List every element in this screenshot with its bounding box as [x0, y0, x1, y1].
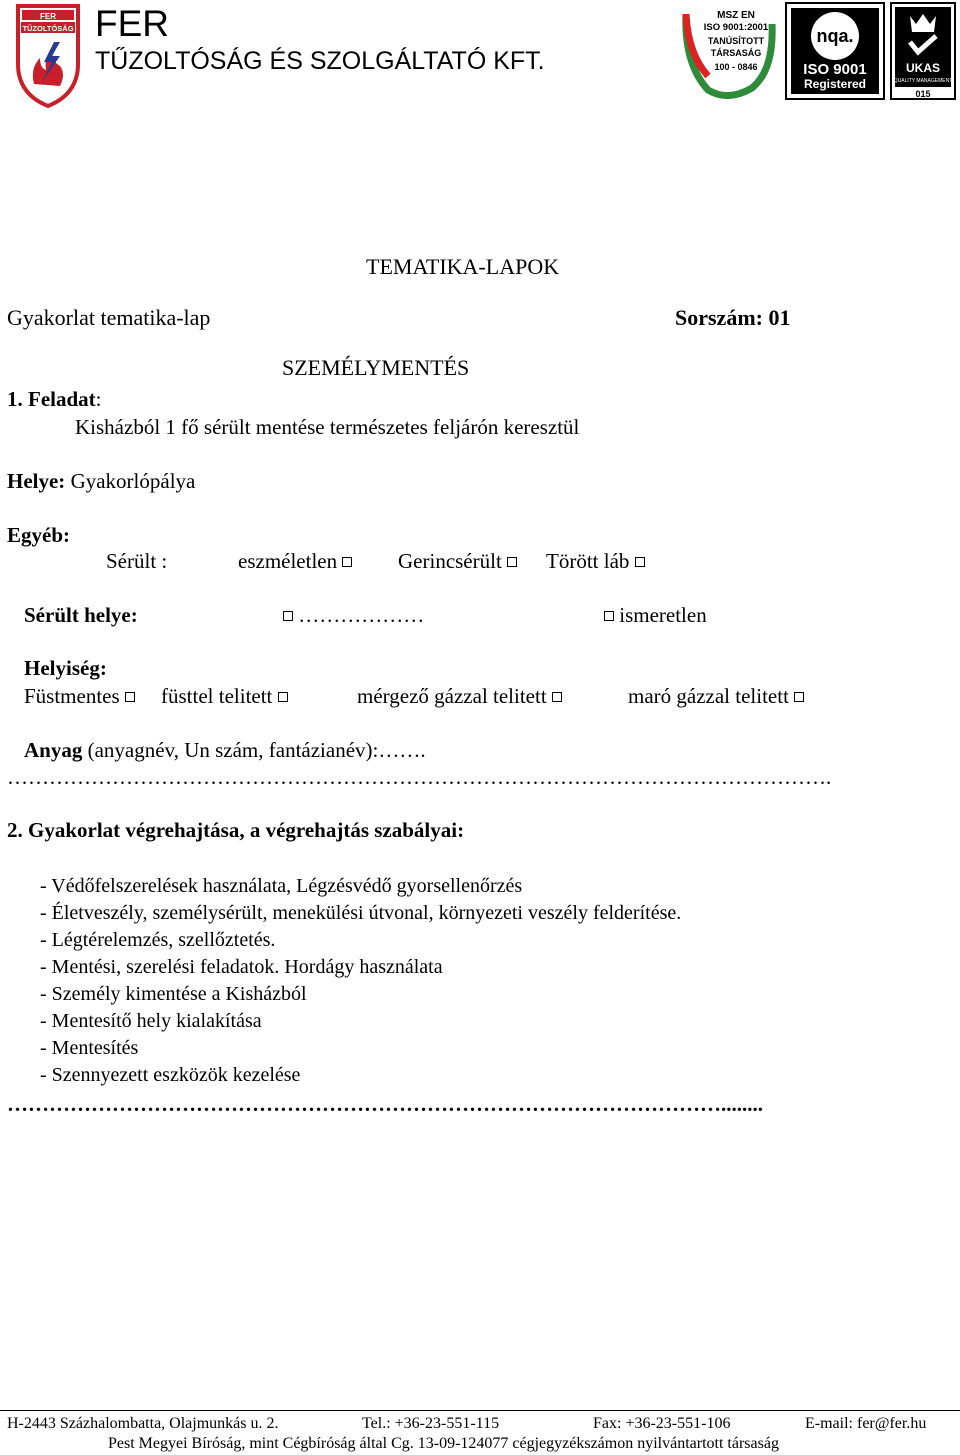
list-item: - Szennyezett eszközök kezelése — [40, 1064, 301, 1086]
logo-text: TŰZOLTÓSÁG — [22, 24, 74, 33]
room-label: Helyiség: — [24, 656, 107, 680]
material-dots: ………………………………………………………………………………………………………. — [7, 765, 832, 789]
injured-option-label: eszméletlen — [238, 549, 338, 573]
injured-location-label: Sérült helye: — [24, 603, 138, 627]
task1-text: Kisházból 1 fő sérült mentése természetes feljárón keresztül — [75, 415, 580, 439]
other-label: Egyéb: — [7, 523, 70, 547]
footer-fax: Fax: +36-23-551-106 — [593, 1415, 731, 1432]
footer-tel: Tel.: +36-23-551-115 — [362, 1415, 500, 1432]
list-item: - Személy kimentése a Kisházból — [40, 983, 307, 1005]
nqa-iso: ISO 9001 — [803, 61, 867, 78]
document-title: TEMATIKA-LAPOK — [366, 254, 560, 279]
task1-colon: : — [95, 387, 102, 411]
ukas-badge — [890, 2, 956, 100]
sequence-number: Sorszám: 01 — [675, 305, 791, 330]
list-item: - Mentesítő hely kialakítása — [40, 1010, 262, 1032]
room-option[interactable] — [24, 684, 135, 709]
cert-msz-line: TANÚSÍTOTT — [707, 36, 765, 46]
list-item: - Mentesítés — [40, 1037, 139, 1059]
checkbox[interactable] — [342, 557, 352, 567]
company-name: FER — [95, 3, 169, 44]
list-item: - Mentési, szerelési feladatok. Hordágy használata — [40, 956, 443, 978]
nqa-logo: nqa. — [816, 26, 854, 46]
ukas-code: 015 — [915, 89, 931, 99]
fill-in-dots: ……………… — [298, 603, 425, 627]
checkbox[interactable] — [794, 692, 804, 702]
injured-label: Sérült : — [106, 549, 168, 573]
footer-registry: Pest Megyei Bíróság, mint Cégbíróság által Cg. 13-09-124077 cégjegyzékszámon nyilvántartott társaság — [108, 1435, 779, 1452]
room-option-label: mérgező gázzal telitett — [357, 684, 547, 708]
section-heading: SZEMÉLYMENTÉS — [282, 355, 470, 380]
list-item: - Védőfelszerelések használata, Légzésvédő gyorsellenőrzés — [40, 875, 523, 897]
subtitle-left: Gyakorlat tematika-lap — [7, 305, 211, 330]
location-label: Helye: — [7, 469, 66, 493]
task1-label: 1. Feladat — [7, 387, 96, 411]
checkbox[interactable] — [604, 611, 614, 621]
injured-location-unknown[interactable] — [604, 603, 707, 628]
footer-divider — [0, 1410, 960, 1411]
material-text: (anyagnév, Un szám, fantázianév):……. — [82, 738, 426, 762]
room-option-label: Füstmentes — [24, 684, 120, 708]
list-item: - Légtérelemzés, szellőztetés. — [40, 929, 276, 951]
room-option-label: maró gázzal telitett — [628, 684, 789, 708]
task1-heading — [7, 387, 102, 412]
checkbox[interactable] — [552, 692, 562, 702]
ukas-sub: QUALITY MANAGEMENT — [893, 78, 953, 84]
injured-option[interactable] — [238, 549, 352, 574]
checkbox[interactable] — [635, 557, 645, 567]
msz-certification-seal — [678, 4, 780, 102]
checkbox[interactable] — [283, 611, 293, 621]
unknown-label: ismeretlen — [619, 603, 707, 627]
svg-text:FER: FER — [40, 12, 56, 21]
company-full-name: TŰZOLTÓSÁG ÉS SZOLGÁLTATÓ KFT. — [95, 47, 545, 75]
injured-option-label: Gerincsérült — [398, 549, 502, 573]
task2-heading: 2. Gyakorlat végrehajtása, a végrehajtás szabályai: — [7, 818, 465, 842]
list-item: - Életveszély, személysérült, menekülési útvonal, környezeti veszély felderítése. — [40, 902, 682, 924]
cert-msz-line: ISO 9001:2001 — [703, 22, 769, 33]
material-row — [24, 738, 426, 763]
ukas-name: UKAS — [905, 61, 941, 75]
room-option-label: füsttel telitett — [161, 684, 273, 708]
footer-email[interactable]: E-mail: fer@fer.hu — [805, 1415, 927, 1432]
room-option[interactable] — [357, 684, 562, 709]
room-option[interactable] — [161, 684, 288, 709]
injured-option[interactable] — [546, 549, 645, 574]
room-option[interactable] — [628, 684, 804, 709]
cert-msz-line: MSZ EN — [717, 10, 755, 21]
nqa-registered: Registered — [803, 77, 867, 91]
footer-address: H-2443 Százhalombatta, Olajmunkás u. 2. — [7, 1415, 279, 1432]
company-logo — [14, 2, 82, 108]
location-row — [7, 469, 195, 494]
location-value: Gyakorlópálya — [65, 469, 196, 493]
checkbox[interactable] — [125, 692, 135, 702]
injured-option[interactable] — [398, 549, 517, 574]
end-dots: …………………………………………………………………………………………........ — [7, 1092, 763, 1116]
checkbox[interactable] — [278, 692, 288, 702]
cert-msz-line: 100 - 0846 — [714, 62, 758, 72]
injured-location-fill[interactable] — [283, 603, 424, 628]
material-label: Anyag — [24, 738, 83, 762]
checkbox[interactable] — [507, 557, 517, 567]
cert-msz-line: TÁRSASÁG — [710, 48, 762, 58]
injured-option-label: Törött láb — [546, 549, 630, 573]
nqa-iso-registered-badge — [785, 2, 885, 100]
